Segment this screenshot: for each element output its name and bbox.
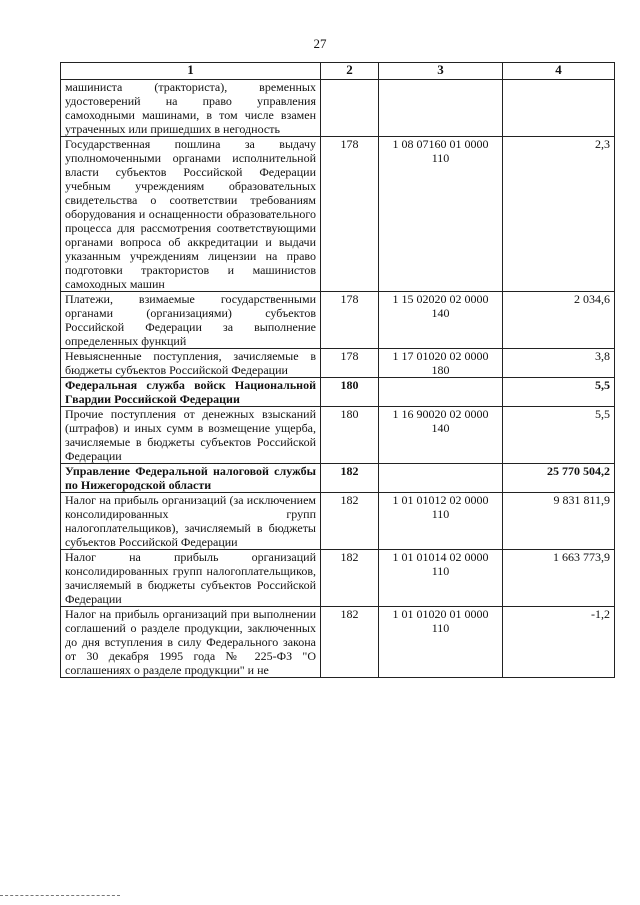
row-name: Платежи, взимаемые государственными органами (организациями) субъектов Российской Федерации за выполнение определенных функций [61,292,321,349]
row-budget-code [379,80,503,137]
budget-code-suffix: 180 [431,363,450,377]
budget-code-main: 1 15 02020 02 0000 [392,292,489,306]
row-amount: 25 770 504,2 [503,464,615,493]
row-name: Государственная пошлина за выдачу уполномоченными органами исполнительной власти субъектов Российской Федерации учебным учреждениям образовательных свидетельства о соответствии требованиям оборудования и оснащенности образовательного процесса для рассмотрения соответствующими органами вопроса об аккредитации и выдачи указанным учреждениям лицензии на право подготовки трактористов и машинистов самоходных машин [61,137,321,292]
row-admin-code: 180 [321,407,379,464]
row-amount: 9 831 811,9 [503,493,615,550]
table-row [61,493,615,550]
row-budget-code [379,464,503,493]
table-row [61,292,615,349]
table-row [61,607,615,678]
table-row [61,349,615,378]
row-name: Федеральная служба войск Национальной Гвардии Российской Федерации [61,378,321,407]
budget-code-main: 1 01 01020 01 0000 [392,607,489,621]
row-admin-code: 178 [321,349,379,378]
table-row [61,80,615,137]
table-row [61,137,615,292]
column-header-amount: 4 [503,63,615,80]
row-budget-code [379,292,503,349]
budget-code-main: 1 16 90020 02 0000 [392,407,489,421]
table-row [61,550,615,607]
row-budget-code [379,137,503,292]
table-row [61,464,615,493]
row-budget-code [379,493,503,550]
table-header-row [61,63,615,80]
row-amount: 3,8 [503,349,615,378]
row-amount: 5,5 [503,378,615,407]
footer-divider [0,895,120,896]
budget-code-suffix: 140 [431,306,450,320]
row-budget-code [379,550,503,607]
row-name: Налог на прибыль организаций (за исключением консолидированных групп налогоплательщиков), зачисляемый в бюджеты субъектов Российской Федерации [61,493,321,550]
budget-code-suffix: 110 [431,564,450,578]
row-budget-code [379,607,503,678]
page-number: 27 [313,36,327,51]
row-admin-code: 182 [321,493,379,550]
row-amount: -1,2 [503,607,615,678]
budget-code-suffix: 110 [431,507,450,521]
row-name: машиниста (тракториста), временных удостоверений на право управления самоходными машинами, в том числе взамен утраченных или пришедших в негодность [61,80,321,137]
row-admin-code: 182 [321,550,379,607]
row-amount: 2,3 [503,137,615,292]
budget-code-suffix: 140 [431,421,450,435]
budget-revenue-table [60,62,615,678]
row-budget-code [379,407,503,464]
budget-code-main: 1 01 01012 02 0000 [392,493,489,507]
row-budget-code [379,349,503,378]
row-amount: 1 663 773,9 [503,550,615,607]
budget-code-suffix: 110 [431,621,450,635]
column-header-name: 1 [61,63,321,80]
table-row [61,407,615,464]
column-header-code: 3 [379,63,503,80]
budget-code-suffix: 110 [431,151,450,165]
row-amount: 5,5 [503,407,615,464]
row-amount [503,80,615,137]
row-name: Невыясненные поступления, зачисляемые в бюджеты субъектов Российской Федерации [61,349,321,378]
budget-code-main: 1 17 01020 02 0000 [392,349,489,363]
column-header-admin: 2 [321,63,379,80]
row-admin-code [321,80,379,137]
row-admin-code: 178 [321,292,379,349]
row-name: Налог на прибыль организаций консолидированных групп налогоплательщиков, зачисляемый в бюджеты субъектов Российской Федерации [61,550,321,607]
table-row [61,378,615,407]
budget-code-main: 1 08 07160 01 0000 [392,137,489,151]
row-admin-code: 182 [321,464,379,493]
row-admin-code: 178 [321,137,379,292]
row-amount: 2 034,6 [503,292,615,349]
row-budget-code [379,378,503,407]
budget-code-main: 1 01 01014 02 0000 [392,550,489,564]
row-admin-code: 182 [321,607,379,678]
row-admin-code: 180 [321,378,379,407]
row-name: Прочие поступления от денежных взысканий (штрафов) и иных сумм в возмещение ущерба, зачисляемые в бюджеты субъектов Российской Федерации [61,407,321,464]
row-name: Управление Федеральной налоговой службы по Нижегородской области [61,464,321,493]
row-name: Налог на прибыль организаций при выполнении соглашений о разделе продукции, заключенных до дня вступления в силу Федерального закона от 30 декабря 1995 года № 225-ФЗ "О соглашениях о разделе продукции" и не [61,607,321,678]
